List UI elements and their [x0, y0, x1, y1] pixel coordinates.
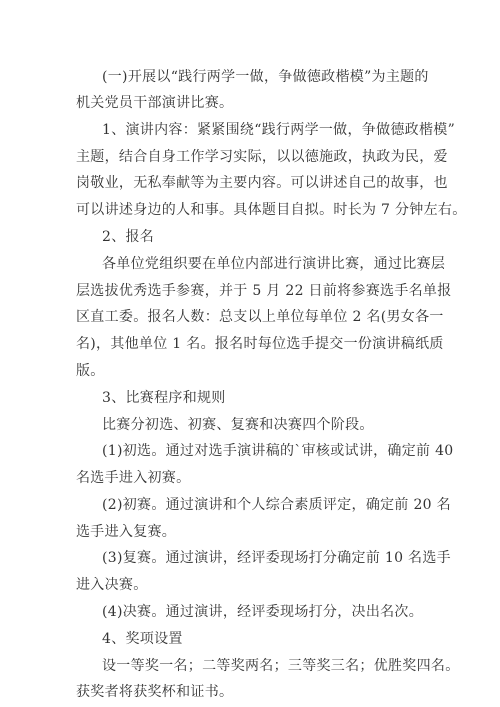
paragraph-line: 层选拔优秀选手参赛，并于 5 月 22 日前将参赛选手名单报: [76, 283, 452, 299]
item-heading-awards: 4、奖项设置: [102, 631, 183, 647]
paragraph-line: 可以讲述身边的人和事。具体题目自拟。时长为 7 分钟左右。: [76, 202, 467, 218]
paragraph-line: 机关党员干部演讲比赛。: [76, 95, 234, 111]
paragraph-line: 各单位党组织要在单位内部进行演讲比赛，通过比赛层: [102, 256, 446, 272]
paragraph-line: 设一等奖一名；二等奖两名；三等奖三名；优胜奖四名。: [102, 658, 460, 674]
item-heading-registration: 2、报名: [102, 229, 155, 245]
paragraph-line: 版。: [76, 363, 105, 379]
paragraph-line: 进入决赛。: [76, 577, 148, 593]
stage-preliminary-selection: (1)初选。通过对选手演讲稿的`审核或试讲，确定前 40: [102, 443, 454, 459]
paragraph-line: 区直工委。报名人数：总支以上单位每单位 2 名(男女各一: [76, 309, 444, 325]
stage-final: (4)决赛。通过演讲，经评委现场打分，决出名次。: [102, 604, 424, 620]
paragraph-line: 名)，其他单位 1 名。报名时每位选手提交一份演讲稿纸质: [76, 336, 444, 352]
paragraph-line: 主题，结合自身工作学习实际，以以德施政，执政为民，爱: [76, 149, 448, 165]
item-heading-procedure-rules: 3、比赛程序和规则: [102, 390, 226, 406]
section-heading-speech-contest: (一)开展以“践行两学一做，争做德政楷模”为主题的: [102, 69, 429, 85]
paragraph-line: 比赛分初选、初赛、复赛和决赛四个阶段。: [102, 417, 374, 433]
stage-first-round: (2)初赛。通过演讲和个人综合素质评定，确定前 20 名: [102, 497, 451, 513]
stage-second-round: (3)复赛。通过演讲，经评委现场打分确定前 10 名选手: [102, 550, 451, 566]
paragraph-line: 名选手进入初赛。: [76, 470, 191, 486]
item-heading-speech-content: 1、演讲内容：紧紧围绕“践行两学一做，争做德政楷模”: [102, 122, 456, 138]
paragraph-line: 选手进入复赛。: [76, 524, 177, 540]
paragraph-line: 岗敬业，无私奉献等为主要内容。可以讲述自己的故事，也: [76, 175, 448, 191]
paragraph-line: 获奖者将获奖杯和证书。: [76, 684, 234, 700]
